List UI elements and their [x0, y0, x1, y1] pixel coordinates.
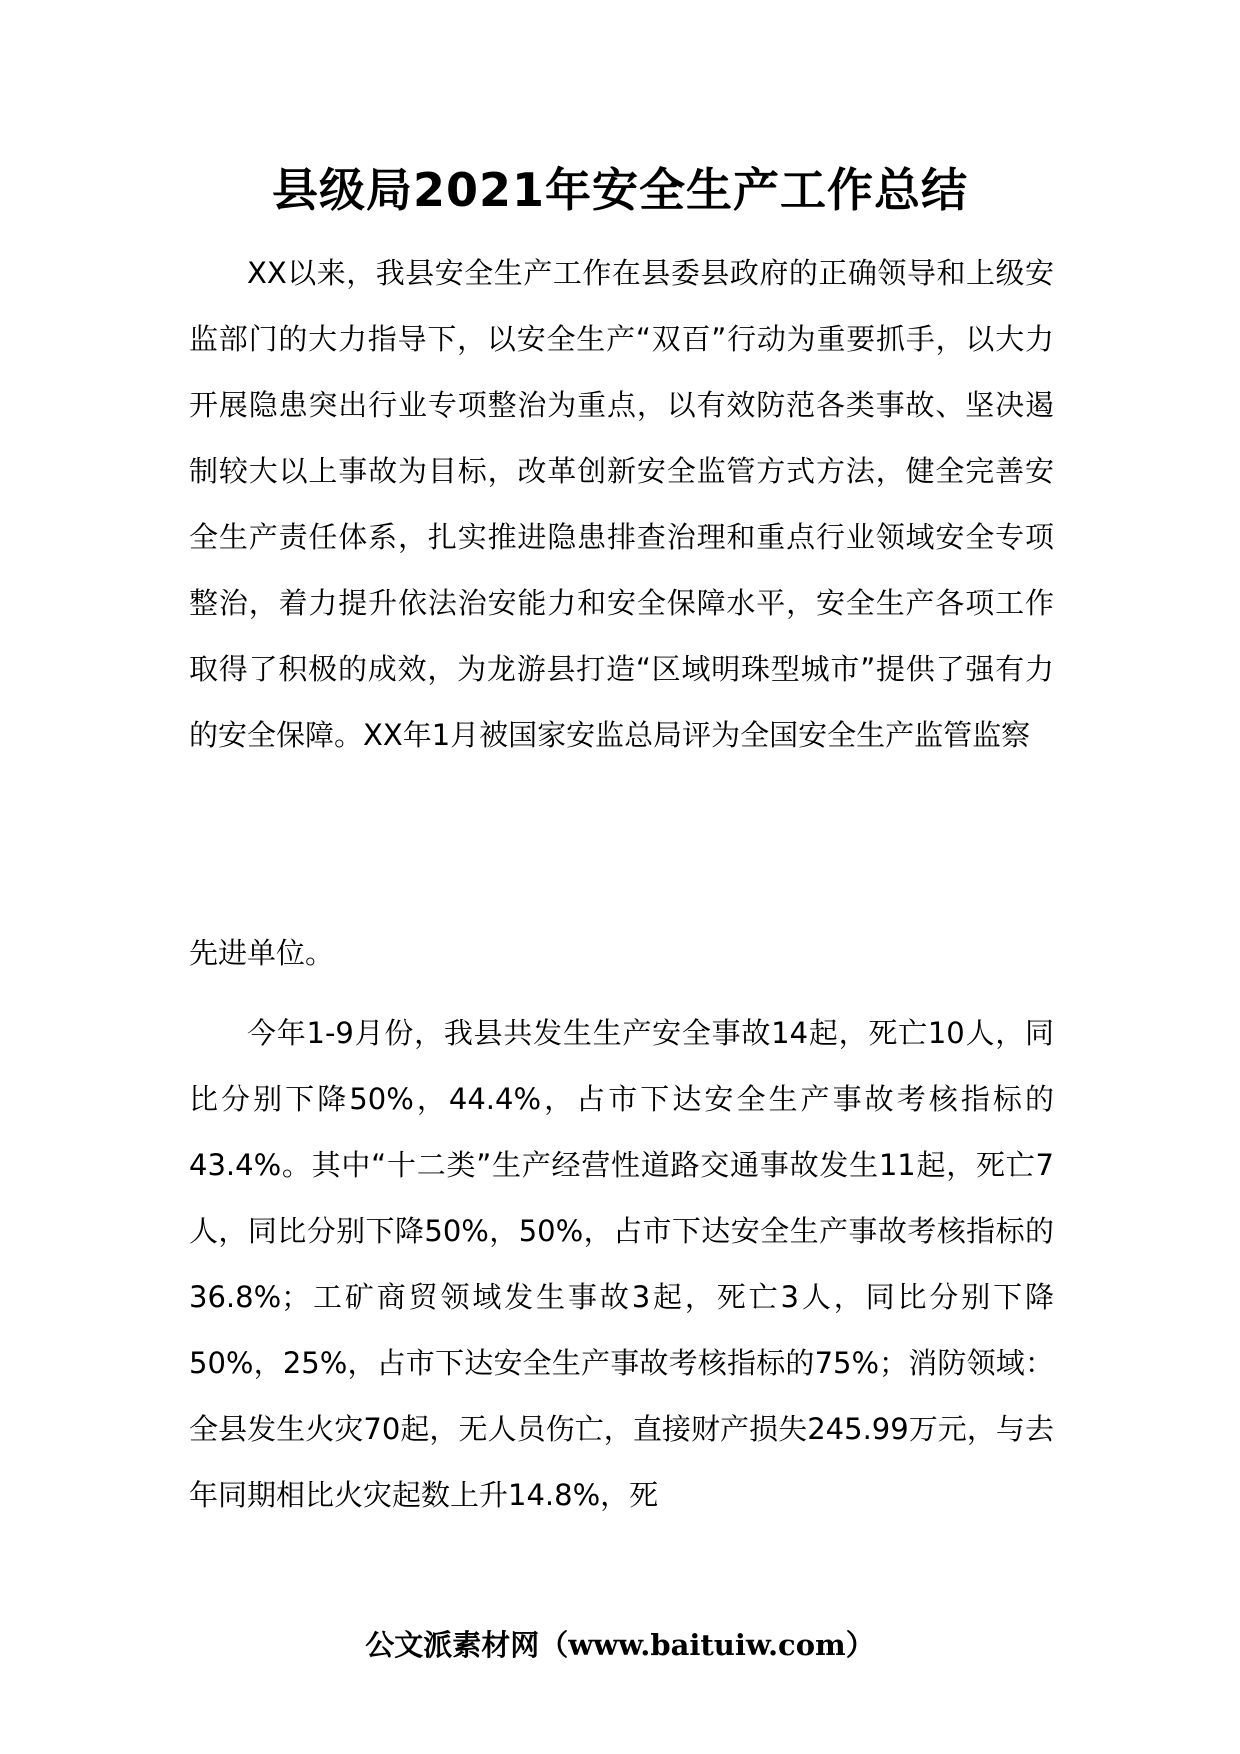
document-title: 县级局2021年安全生产工作总结: [271, 163, 969, 217]
paragraph-continuation: 先进单位。: [189, 936, 335, 970]
paragraph-intro: XX以来，我县安全生产工作在县委县政府的正确领导和上级安监部门的大力指导下，以安全生产“双百”行动为重要抓手，以大力开展隐患突出行业专项整治为重点，以有效防范各类事故、坚决遏制较大以上事故为目标，改革创新安全监管方式方法，健全完善安全生产责任体系，扎实推进隐患排查治理和重点行业领域安全专项整治，着力提升依法治安能力和安全保障水平，安全生产各项工作取得了积极的成效，为龙游县打造“区域明珠型城市”提供了强有力的安全保障。XX年1月被国家安监总局评为全国安全生产监管监察: [189, 256, 1054, 752]
paragraph-statistics: 今年1-9月份，我县共发生生产安全事故14起，死亡10人，同比分别下降50%，44.4%，占市下达安全生产事故考核指标的43.4%。其中“十二类”生产经营性道路交通事故发生11起，死亡7人，同比分别下降50%，50%，占市下达安全生产事故考核指标的36.8%；工矿商贸领域发生事故3起，死亡3人，同比分别下降50%，25%，占市下达安全生产事故考核指标的75%；消防领域：全县发生火灾70起，无人员伤亡，直接财产损失245.99万元，与去年同期相比火灾起数上升14.8%，死: [189, 1016, 1054, 1512]
footer-watermark: 公文派素材网（www.baituiw.com）: [365, 1628, 875, 1662]
